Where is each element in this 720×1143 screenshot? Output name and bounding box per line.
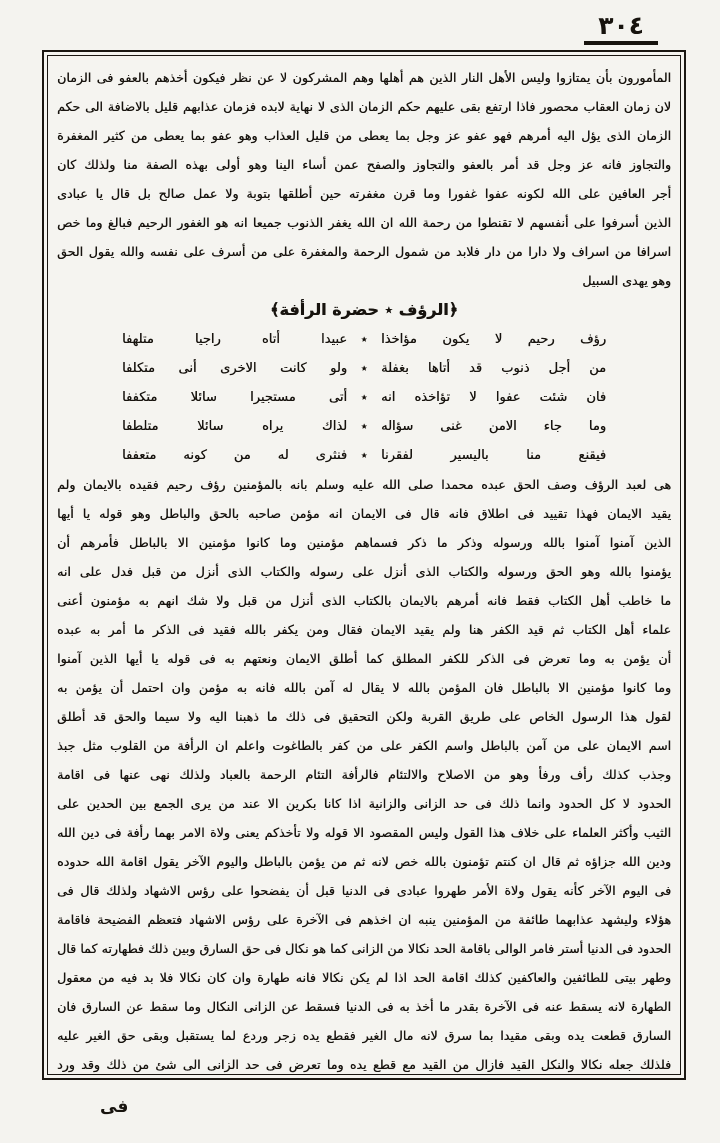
text-line: يؤمنوا بالله وهو الحق ورسوله والكتاب الذى أنزل على رسوله والكتاب الذى أنزل من قبل فدل على انه — [57, 564, 671, 579]
text-line: الثيب وأكثر العلماء على خلاف هذا القول وليس المقصود الا قوله ولا تأخذكم يعنى ولاة الامر بهما رأفة فى دين الله — [57, 825, 671, 840]
text-line: وهو يهدى السبيل — [582, 273, 671, 288]
verse-second-hemistich: لذاك يراه سائلا متلطفا — [122, 419, 347, 434]
text-line: فلذلك جعله نكالا والنكل القيد فازال من القيد مع قطع يده وما تعرض فى حد الزانى الى شئ من ذلك وقد ورد — [57, 1057, 671, 1072]
verse-second-hemistich: ولو كانت الاخرى أنى متكلفا — [122, 361, 347, 376]
poetry-block — [57, 325, 671, 470]
paragraph-top — [57, 63, 671, 295]
page-number: ٣٠٤ — [584, 12, 658, 45]
verse-first-hemistich: وما جاء الامن غنى سؤاله — [381, 419, 606, 434]
text-line: فى اليوم الآخر كأنه يقول ولاة الأمر طهروا عبادى فى الدنيا قبل أن يفضحوا على رؤس الاشهاد ولذلك قال فى — [57, 883, 671, 898]
text-line: لان زمان العقاب محصور فاذا ارتفع بقى عليهم حكم الزمان الذى لا نهاية لابده فزمان عذابهم قليل بالاضافة الى حكم — [57, 99, 671, 114]
text-line: ودين الله جزاؤه ثم قال ان كنتم تؤمنون بالله خص لانه ثم من يؤمن بالباطل واليوم الآخر يقول اقامة الله حدوده — [57, 854, 671, 869]
text-line: السارق قطعت يده وبقى مقيدا بما سرق لانه مال الغير فقطع يده زجر وردع لما يستقبل وبقى حق الغير عليه — [57, 1028, 671, 1043]
verse-divider-star-icon: ٭ — [360, 448, 368, 462]
catchword: فى — [100, 1097, 129, 1117]
verse-line — [122, 441, 606, 470]
verse-second-hemistich: فنثرى له من كونه متعففا — [122, 448, 347, 463]
text-line: هؤلاء وليشهد عذابهما طائفة من المؤمنين ينبه ان اخذهم فى الآخرة على رؤس الاشهاد فتعظم الفضيحة فاقامة — [57, 912, 671, 927]
text-line: يقيد الايمان فهذا تقييد فى اطلاق فانه قال فى الايمان انه مؤمن صاحبه بالحق والباطل وهو قوله يا أيها — [57, 506, 671, 521]
text-line: الذين آمنوا آمنوا بالله ورسوله وذكر ما ذكر فسماهم مؤمنين وما كانوا مؤمنين الا بالباطل فأمرهم أن — [57, 535, 671, 550]
verse-second-hemistich: أتى مستجيرا سائلا متكففا — [122, 390, 347, 405]
chapter-heading: ﴿الرؤف ٭ حضرة الرأفة﴾ — [270, 300, 458, 319]
verse-divider-star-icon: ٭ — [360, 361, 368, 375]
text-line: أجر العافين على الله لكونه عفوا غفورا وما قرن مغفرته حين أطلقها بتوبة ولا عمل صالح بل قال يا عبادى — [57, 186, 671, 201]
verse-divider-star-icon: ٭ — [360, 390, 368, 404]
text-line: لقول هذا الرسول الخاص على طريق القربة ولكن التحقيق فى ذلك ما ذهبنا اليه ولا سيما والحق قد أطلق — [57, 709, 671, 724]
verse-line — [122, 325, 606, 354]
text-line: الطهارة لانه يسقط عنه فى الآخرة بقدر ما أخذ به فى الدنيا فسقط عن الزانى النكال وما سقط عن السارق فان — [57, 999, 671, 1014]
text-line: ما خاطب أهل الكتاب فقط فانه أمرهم بالايمان بالكتاب الذى أنزل من قبل ولا شك انهم به مؤمنون أعنى — [57, 593, 671, 608]
verse-divider-star-icon: ٭ — [360, 332, 368, 346]
verse-divider-star-icon: ٭ — [360, 419, 368, 433]
page-text-body — [57, 63, 671, 1075]
text-line: أن يؤمن به وما تعرض فى الذكر للكفر المطلق كما أطلق الايمان ونعتهم به فى قوله يا أيها الذين آمنوا — [57, 651, 671, 666]
text-line: هى لعبد الرؤف وصف الحق عبده محمدا صلى الله عليه وسلم بانه بالمؤمنين رؤف رحيم فقيده بالايمان ولم — [57, 477, 671, 492]
verse-first-hemistich: فان شئت عفوا لا تؤاخذه انه — [381, 390, 606, 405]
verse-line — [122, 412, 606, 441]
text-frame-inner-rule — [47, 55, 681, 1075]
verse-line — [122, 354, 606, 383]
text-line: وما كانوا مؤمنين الا بالباطل فان المؤمن بالله لا يقال له آمن بالله فانه به مؤمن وان احتمل أن يؤمن به — [57, 680, 671, 695]
text-frame — [42, 50, 686, 1080]
text-line: الزمان الذى يؤل اليه أمرهم فهو عفو عز وجل بما يعطى من قليل العذاب وهو عفو بما يعطى من كثير المغفرة — [57, 128, 671, 143]
text-line: اسم الايمان على من آمن بالباطل واسم الكفر على من كفر بالطاغوت واعلم ان الرأفة من القلوب مثل جبذ — [57, 738, 671, 753]
text-line: وطهر بيتى للطائفين والعاكفين كذلك اقامة الحد اذا لم يكن نكالا فانه طهارة وان كان نكالا فلا بد فيه من معقول — [57, 970, 671, 985]
text-line: الحدود فى الدنيا أستر فامر الوالى باقامة الحد نكالا من الزانى كما هو نكال فى حق السارق وبين ذلك فطهارته كما قال — [57, 941, 671, 956]
text-line: اسرافا من اسراف ولا دارا من دار فلابد من شمول الرحمة والمغفرة على من أسرف على نفسه والله يقول الحق — [57, 244, 671, 259]
paragraph-main — [57, 470, 671, 1075]
text-line: علماء أهل الكتاب ثم قيد الكفر هنا ولم يقيد الايمان فقال ومن يكفر بالله فقيد فى الذكر ما أمر به عبده — [57, 622, 671, 637]
verse-first-hemistich: فيقنع منا باليسير لفقرنا — [381, 448, 606, 463]
verse-first-hemistich: رؤف رحيم لا يكون مؤاخذا — [381, 332, 606, 347]
text-line: الذين أسرفوا على أنفسهم لا تقنطوا من رحمة الله ان الله يغفر الذنوب جميعا انه هو الغفور الرحيم فبالغ وما خص — [57, 215, 671, 230]
verse-second-hemistich: عبيدا أتاه راجيا متلهفا — [122, 332, 347, 347]
verse-line — [122, 383, 606, 412]
text-line: وجذب كذلك رأف ورفأ وهو من الاصلاح والالتئام فالرأفة التئام الرحمة بالعباد ولذلك نهى عنها فى اقامة — [57, 767, 671, 782]
text-line: الحدود لا كل الحدود وانما ذلك فى حد الزانى والزانية اذا كانا بكرين الا عند من يرى الجمع بين الحدين على — [57, 796, 671, 811]
verse-first-hemistich: من أجل ذنوب قد أتاها بغفلة — [381, 361, 606, 376]
text-line: والتجاوز فانه عز وجل قد أمر بالعفو والتجاوز والصفح عمن أساء الينا وهو أولى بهذه الصفة منا ولذلك كان — [57, 157, 671, 172]
text-line: المأمورون بأن يمتازوا وليس الأهل النار الذين هم أهلها وهم المشركون لا عن نظر فيكون أخذهم بالعفو فى الزمان — [57, 70, 671, 85]
